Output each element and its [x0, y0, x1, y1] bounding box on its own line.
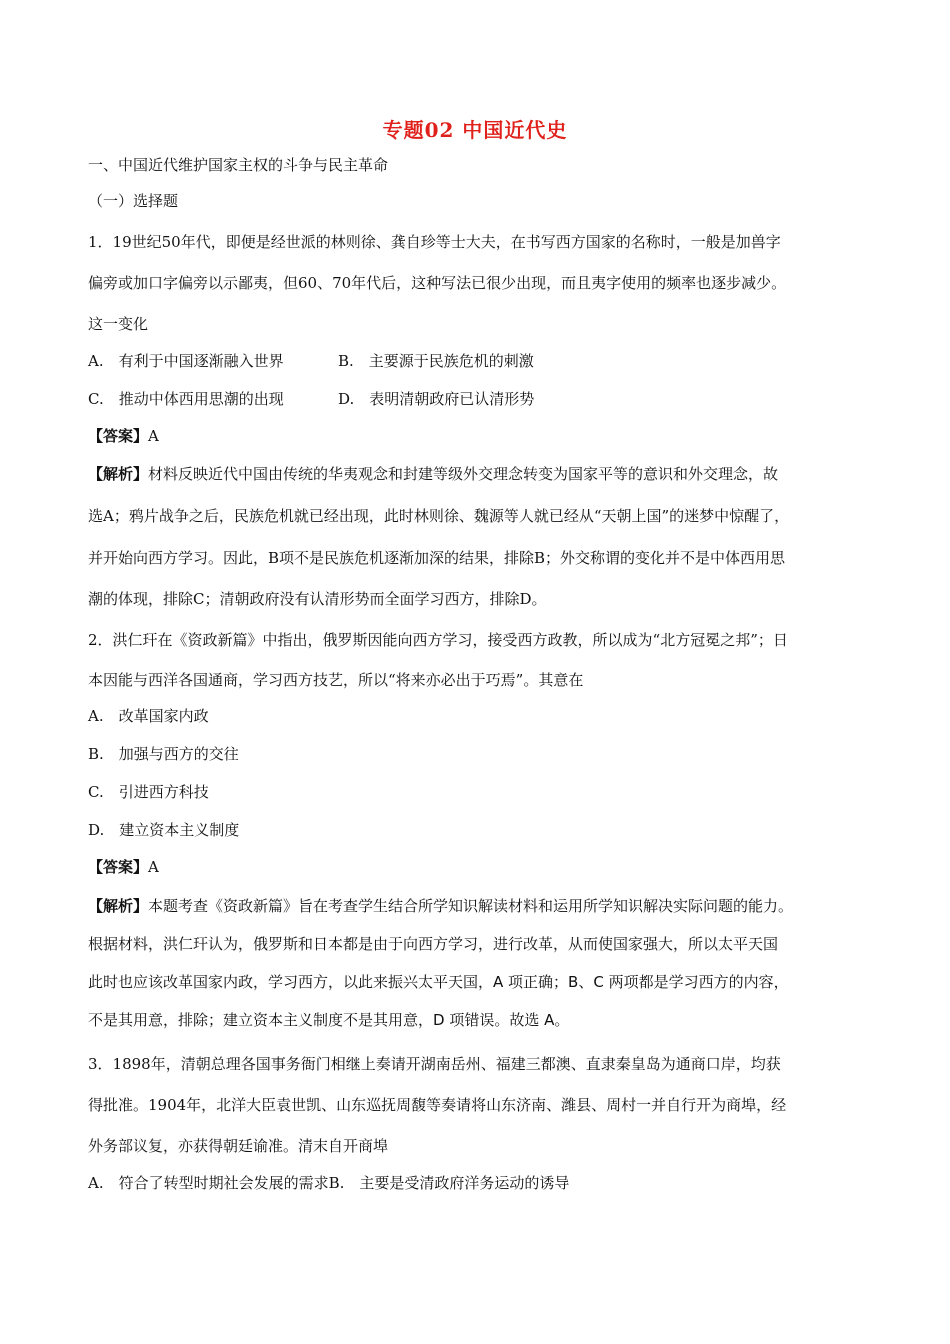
q1-options-row-2 [88, 389, 878, 409]
page-title: 专题02 中国近代史 [382, 118, 568, 142]
section-heading: 一、中国近代维护国家主权的斗争与民主革命 [88, 156, 389, 174]
q1-options-row-1 [88, 351, 878, 371]
q1-option-d: D. 表明清朝政府已认清形势 [338, 390, 535, 408]
bracket-marker: 【答案】 [88, 858, 149, 876]
q3-options-row-1: A. 符合了转型时期社会发展的需求B. 主要是受清政府洋务运动的诱导 [88, 1174, 570, 1192]
q1-answer: 【答案】A [88, 427, 159, 445]
q2-answer: 【答案】A [88, 858, 159, 876]
q2-option-b: B. 加强与西方的交往 [88, 745, 239, 763]
q2-analysis-line-1: 【解析】本题考查《资政新篇》旨在考查学生结合所学知识解读材料和运用所学知识解决实际问题的能力。 [88, 897, 794, 915]
q2-analysis-line-3: 此时也应该改革国家内政，学习西方，以此来振兴太平天国，A 项正确；B、C 两项都是学习西方的内容， [88, 973, 789, 991]
bracket-marker: 【解析】 [88, 465, 149, 483]
q3-stem-line-1: 3．1898年，清朝总理各国事务衙门相继上奏请开湖南岳州、福建三都澳、直隶秦皇岛为通商口岸，均获 [88, 1055, 781, 1073]
q1-analysis-line-2: 选A；鸦片战争之后，民族危机就已经出现，此时林则徐、魏源等人就已经从“天朝上国”的迷梦中惊醒了， [88, 507, 790, 525]
q1-option-b: B. 主要源于民族危机的刺激 [338, 352, 534, 370]
subsection-heading: （一）选择题 [88, 192, 179, 210]
q1-analysis-line-3: 并开始向西方学习。因此，B项不是民族危机逐渐加深的结果，排除B；外交称谓的变化并不是中体西用思 [88, 549, 786, 567]
q2-option-c: C. 引进西方科技 [88, 783, 209, 801]
bracket-marker: 【答案】 [88, 427, 149, 445]
q2-option-d: D. 建立资本主义制度 [88, 821, 240, 839]
q3-stem-line-2: 得批准。1904年，北洋大臣袁世凯、山东巡抚周馥等奏请将山东济南、潍县、周村一并自行开为商埠，经 [88, 1096, 787, 1114]
q1-analysis-line-4: 潮的体现，排除C；清朝政府没有认清形势而全面学习西方，排除D。 [88, 590, 547, 608]
q2-option-a: A. 改革国家内政 [88, 707, 209, 725]
q1-analysis-line-1: 【解析】材料反映近代中国由传统的华夷观念和封建等级外交理念转变为国家平等的意识和外交理念，故 [88, 465, 779, 483]
q1-stem-line-3: 这一变化 [88, 315, 149, 333]
q1-option-c: C. 推动中体西用思潮的出现 [88, 390, 284, 408]
q1-stem-line-1: 1．19世纪50年代，即便是经世派的林则徐、龚自珍等士大夫，在书写西方国家的名称时，一般是加兽字 [88, 233, 781, 251]
q1-option-a: A. 有利于中国逐渐融入世界 [88, 352, 284, 370]
q1-stem-line-2: 偏旁或加口字偏旁以示鄙夷，但60、70年代后，这种写法已很少出现，而且夷字使用的频率也逐步减少。 [88, 274, 787, 292]
q2-analysis-line-2: 根据材料，洪仁玕认为，俄罗斯和日本都是由于向西方学习，进行改革，从而使国家强大，所以太平天国 [88, 935, 779, 953]
q3-stem-line-3: 外务部议复，亦获得朝廷谕准。清末自开商埠 [88, 1137, 389, 1155]
q2-stem-line-2: 本因能与西洋各国通商，学习西方技艺，所以“将来亦必出于巧焉”。其意在 [88, 671, 584, 689]
bracket-marker: 【解析】 [88, 897, 149, 915]
q2-analysis-line-4: 不是其用意，排除；建立资本主义制度不是其用意，D 项错误。故选 A。 [88, 1011, 570, 1029]
q2-stem-line-1: 2．洪仁玕在《资政新篇》中指出，俄罗斯因能向西方学习，接受西方政教，所以成为“北方冠冕之邦”；日 [88, 631, 788, 649]
